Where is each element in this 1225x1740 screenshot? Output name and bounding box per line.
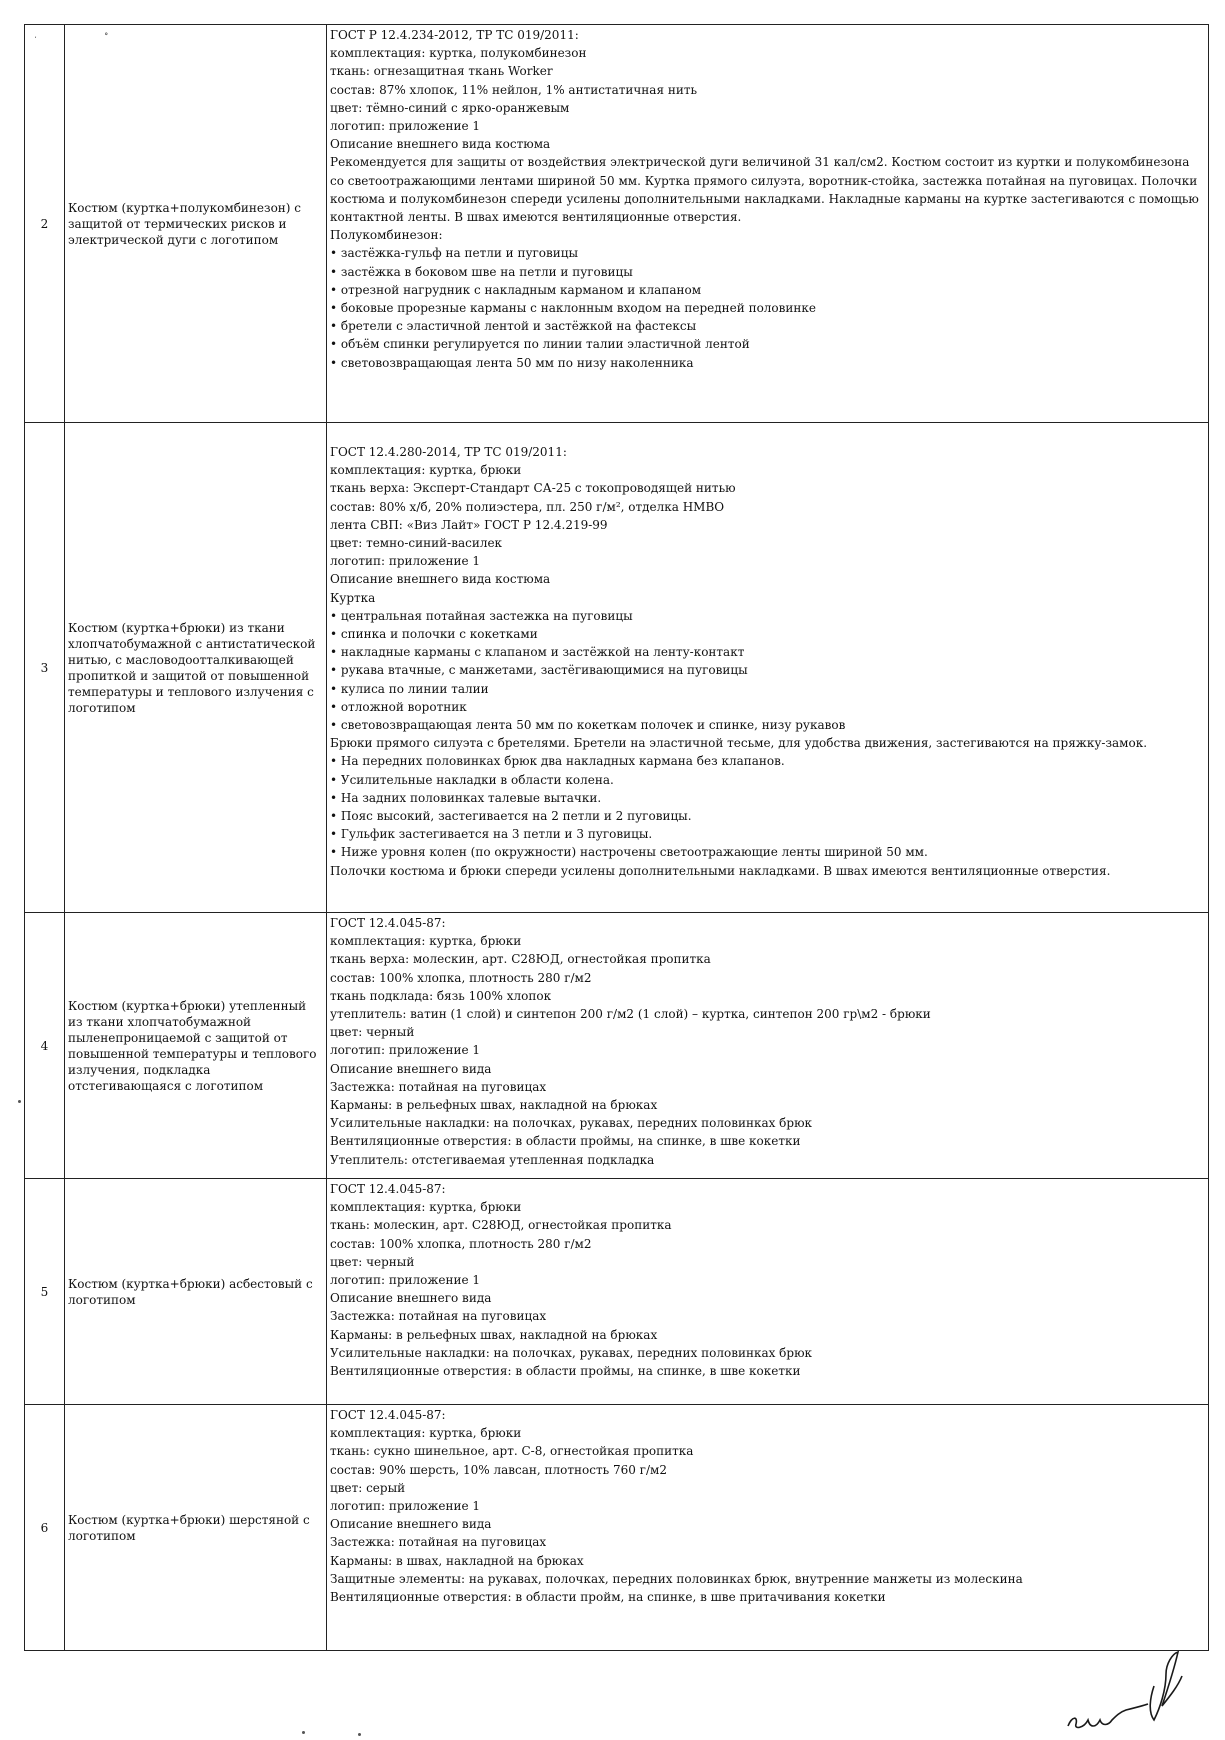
description-line: Описание внешнего вида: [330, 1291, 492, 1306]
description-line: Описание внешнего вида костюма: [330, 572, 551, 587]
description-line: лента СВП: «Виз Лайт» ГОСТ Р 12.4.219-99: [330, 517, 608, 532]
description-line: Полочки костюма и брюки спереди усилены дополнительными накладками. В швах имеются вентиляционные отверстия.: [330, 863, 1111, 878]
description-line: • Пояс высокий, застегивается на 2 петли и 2 пуговицы.: [330, 809, 692, 824]
scan-mark: [302, 1731, 305, 1734]
description-line: Застежка: потайная на пуговицах: [330, 1535, 547, 1550]
description-line: Вентиляционные отверстия: в области пройм, на спинке, в шве притачивания кокетки: [330, 1590, 886, 1605]
table-row: [25, 423, 1209, 913]
description-line: Вентиляционные отверстия: в области проймы, на спинке, в шве кокетки: [330, 1134, 801, 1149]
item-name: Костюм (куртка+брюки) асбестовый с логотипом: [65, 1179, 327, 1405]
description-line: Полукомбинезон:: [330, 228, 443, 243]
item-description: [327, 25, 1209, 423]
description-line: • накладные карманы с клапаном и застёжкой на ленту-контакт: [330, 645, 745, 660]
description-line: • боковые прорезные карманы с наклонным входом на передней половинке: [330, 301, 816, 316]
scan-mark: [18, 1100, 21, 1103]
description-line: утеплитель: ватин (1 слой) и синтепон 200 г/м2 (1 слой) – куртка, синтепон 200 гр\м2 - брюки: [330, 1007, 931, 1022]
description-line: • застёжка в боковом шве на петли и пуговицы: [330, 264, 633, 279]
item-description: [327, 1405, 1209, 1651]
item-name: Костюм (куртка+брюки) утепленный из ткани хлопчатобумажной пыленепроницаемой с защитой от повышенной температуры и теплового излучения, подкладка отстегивающаяся с логотипом: [65, 913, 327, 1179]
description-line: ткань: сукно шинельное, арт. С-8, огнестойкая пропитка: [330, 1444, 694, 1459]
table-row: [25, 1179, 1209, 1405]
description-line: Застежка: потайная на пуговицах: [330, 1079, 547, 1094]
description-line: комплектация: куртка, брюки: [330, 934, 522, 949]
description-line: • центральная потайная застежка на пуговицы: [330, 608, 633, 623]
description-line: • объём спинки регулируется по линии талии эластичной лентой: [330, 337, 750, 352]
item-name: Костюм (куртка+брюки) шерстяной с логотипом: [65, 1405, 327, 1651]
description-line: ГОСТ 12.4.045-87:: [330, 916, 446, 930]
description-line: логотип: приложение 1: [330, 119, 481, 134]
description-line: цвет: тёмно-синий с ярко-оранжевым: [330, 100, 570, 115]
row-number: 4: [25, 913, 65, 1179]
row-number: 6: [25, 1405, 65, 1651]
description-line: • спинка и полочки с кокетками: [330, 627, 538, 642]
description-line: Карманы: в рельефных швах, накладной на брюках: [330, 1327, 658, 1342]
description-line: комплектация: куртка, брюки: [330, 1426, 522, 1441]
description-line: комплектация: куртка, брюки: [330, 463, 522, 478]
item-description: [327, 423, 1209, 913]
description-line: состав: 80% х/б, 20% полиэстера, пл. 250 г/м², отделка НМВО: [330, 499, 725, 514]
description-line: ткань: огнезащитная ткань Worker: [330, 64, 553, 79]
row-number: 3: [25, 423, 65, 913]
item-name: Костюм (куртка+брюки) из ткани хлопчатобумажной с антистатической нитью, с масловодоотталкивающей пропиткой и защитой от повышенной температуры и теплового излучения с логотипом: [65, 423, 327, 913]
description-line: Утеплитель: отстегиваемая утепленная подкладка: [330, 1152, 655, 1167]
description-line: • Усилительные накладки в области колена.: [330, 772, 614, 787]
scan-mark: ˑ: [34, 34, 38, 44]
description-line: цвет: серый: [330, 1480, 406, 1495]
description-line: состав: 100% хлопка, плотность 280 г/м2: [330, 970, 592, 985]
description-line: Брюки прямого силуэта с бретелями. Бретели на эластичной тесьме, для удобства движения, застегиваются на пряжку-замок.: [330, 736, 1148, 751]
description-line: состав: 90% шерсть, 10% лавсан, плотность 760 г/м2: [330, 1462, 667, 1477]
specification-table: [24, 24, 1209, 1651]
description-line: • кулиса по линии талии: [330, 681, 489, 696]
description-line: • На задних половинках талевые вытачки.: [330, 790, 602, 805]
description-line: • отрезной нагрудник с накладным карманом и клапаном: [330, 282, 702, 297]
item-name: Костюм (куртка+полукомбинезон) с защитой от термических рисков и электрической дуги с логотипом: [65, 25, 327, 423]
description-line: • Гульфик застегивается на 3 петли и 3 пуговицы.: [330, 827, 653, 842]
description-line: Описание внешнего вида: [330, 1061, 492, 1076]
description-line: Карманы: в швах, накладной на брюках: [330, 1553, 584, 1568]
description-line: Вентиляционные отверстия: в области проймы, на спинке, в шве кокетки: [330, 1364, 801, 1379]
description-line: ткань: молескин, арт. С28ЮД, огнестойкая пропитка: [330, 1218, 672, 1233]
description-line: • Ниже уровня колен (по окружности) настрочены светоотражающие ленты шириной 50 мм.: [330, 845, 928, 860]
description-line: Куртка: [330, 590, 376, 605]
description-line: • отложной воротник: [330, 699, 467, 714]
handwritten-signature: [1062, 1646, 1192, 1736]
item-description: [327, 1179, 1209, 1405]
description-line: Описание внешнего вида: [330, 1517, 492, 1532]
description-line: комплектация: куртка, брюки: [330, 1200, 522, 1215]
description-line: Рекомендуется для защиты от воздействия электрической дуги величиной 31 кал/см2. Костюм состоит из куртки и полукомбинезона со светоотражающими лентами шириной 50 мм. Куртка прямого силуэта, воротник-стойка, застежка потайная на пуговицах. Полочки костюма и полукомбинезон спереди усилены дополнительными накладками. Накладные карманы на куртке застегиваются с помощью контактной ленты. В швах имеются вентиляционные отверстия.: [330, 155, 1199, 225]
table-row: [25, 1405, 1209, 1651]
description-line: состав: 100% хлопка, плотность 280 г/м2: [330, 1236, 592, 1251]
description-line: ткань верха: Эксперт-Стандарт СА-25 с токопроводящей нитью: [330, 481, 736, 496]
description-line: ГОСТ 12.4.280-2014, ТР ТС 019/2011:: [330, 445, 567, 459]
item-description: [327, 913, 1209, 1179]
description-line: цвет: черный: [330, 1254, 415, 1269]
description-line: логотип: приложение 1: [330, 554, 481, 569]
description-line: ГОСТ Р 12.4.234-2012, ТР ТС 019/2011:: [330, 28, 579, 42]
description-line: Усилительные накладки: на полочках, рукавах, передних половинках брюк: [330, 1116, 813, 1131]
description-line: ткань подклада: бязь 100% хлопок: [330, 988, 552, 1003]
description-line: логотип: приложение 1: [330, 1043, 481, 1058]
description-line: • рукава втачные, с манжетами, застёгивающимися на пуговицы: [330, 663, 748, 678]
description-line: Защитные элементы: на рукавах, полочках, передних половинках брюк, внутренние манжеты из молескина: [330, 1571, 1023, 1586]
description-line: логотип: приложение 1: [330, 1273, 481, 1288]
scan-mark: [358, 1733, 361, 1736]
description-line: цвет: темно-синий-василек: [330, 536, 503, 551]
description-line: • застёжка-гульф на петли и пуговицы: [330, 246, 579, 261]
description-line: логотип: приложение 1: [330, 1499, 481, 1514]
description-line: • На передних половинках брюк два накладных кармана без клапанов.: [330, 754, 785, 769]
description-line: • световозвращающая лента 50 мм по кокеткам полочек и спинке, низу рукавов: [330, 718, 846, 733]
description-line: ГОСТ 12.4.045-87:: [330, 1182, 446, 1196]
description-line: ГОСТ 12.4.045-87:: [330, 1408, 446, 1422]
description-line: состав: 87% хлопок, 11% нейлон, 1% антистатичная нить: [330, 82, 698, 97]
description-line: Описание внешнего вида костюма: [330, 137, 551, 152]
description-line: Застежка: потайная на пуговицах: [330, 1309, 547, 1324]
description-line: комплектация: куртка, полукомбинезон: [330, 46, 587, 61]
scan-mark: ˚: [104, 34, 109, 44]
description-line: Усилительные накладки: на полочках, рукавах, передних половинках брюк: [330, 1345, 813, 1360]
row-number: 5: [25, 1179, 65, 1405]
description-line: • световозвращающая лента 50 мм по низу наколенника: [330, 355, 694, 370]
table-row: [25, 913, 1209, 1179]
description-line: • бретели с эластичной лентой и застёжкой на фастексы: [330, 319, 697, 334]
description-line: Карманы: в рельефных швах, накладной на брюках: [330, 1098, 658, 1113]
description-line: цвет: черный: [330, 1025, 415, 1040]
description-line: ткань верха: молескин, арт. С28ЮД, огнестойкая пропитка: [330, 952, 711, 967]
row-number: 2: [25, 25, 65, 423]
table-row: [25, 25, 1209, 423]
